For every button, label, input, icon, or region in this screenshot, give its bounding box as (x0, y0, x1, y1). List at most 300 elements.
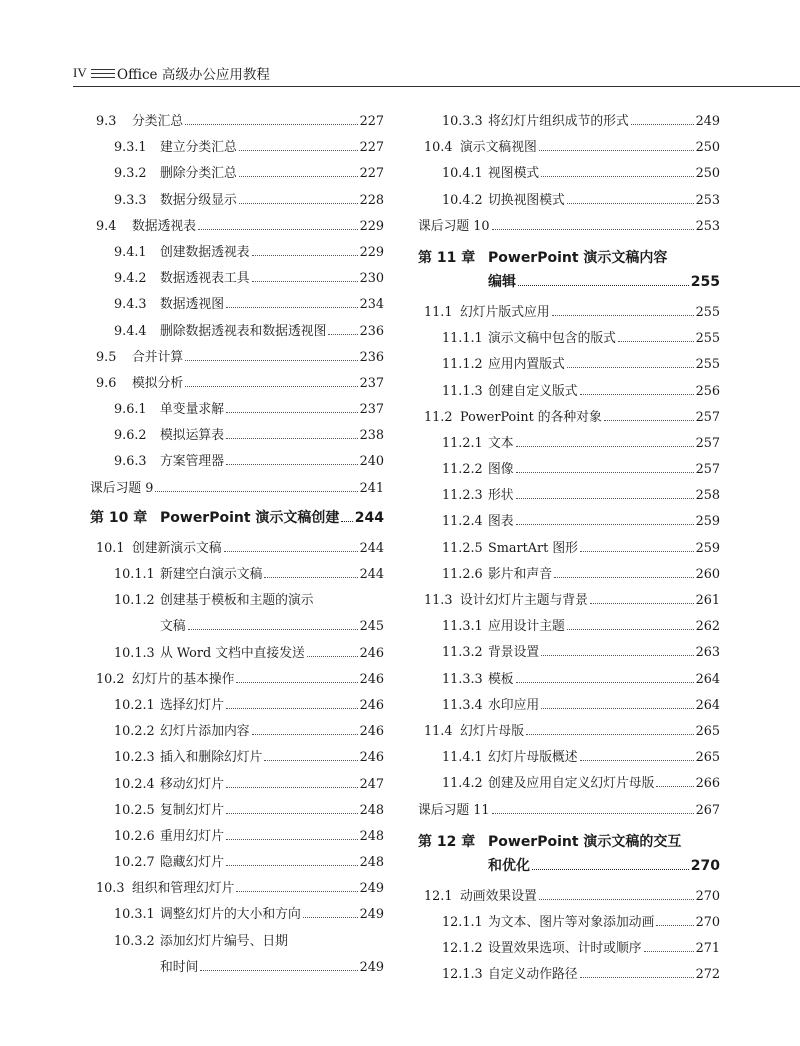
toc-exercise-entry (418, 215, 720, 241)
leader-dots (155, 491, 357, 492)
page-reference: 264 (695, 697, 720, 713)
toc-subsection-entry (90, 136, 384, 162)
header-rule (73, 86, 800, 87)
page-reference: 270 (690, 857, 720, 874)
section-number: 11.1.3 (442, 383, 483, 399)
toc-subsection-entry (418, 537, 720, 563)
leader-dots (516, 446, 694, 447)
section-number: 9.4.1 (114, 244, 147, 260)
toc-section-entry (90, 877, 384, 903)
entry-title: 模拟运算表 (160, 428, 224, 444)
section-number: 10.2.1 (114, 697, 155, 713)
page-reference: 248 (359, 828, 384, 844)
leader-dots (226, 708, 358, 709)
entry-title: 创建及应用自定义幻灯片母版 (488, 776, 655, 792)
leader-dots (224, 551, 358, 552)
page-reference: 230 (359, 271, 384, 287)
page-reference: 249 (359, 959, 384, 975)
section-number: 9.5 (96, 349, 117, 365)
leader-dots (541, 655, 693, 656)
entry-title: 形状 (488, 488, 514, 504)
toc-subsection-entry (90, 398, 384, 424)
section-number: 9.6.2 (114, 428, 147, 444)
section-number: 12.1.3 (442, 967, 483, 983)
leader-dots (264, 760, 357, 761)
entry-title: 新建空白演示文稿 (160, 567, 263, 582)
toc-section-entry (418, 885, 720, 911)
leader-dots (516, 524, 694, 525)
toc-subsection-entry (418, 189, 720, 215)
page-reference: 244 (354, 509, 384, 526)
toc-subsection-entry (418, 353, 720, 379)
section-number: 9.6 (96, 375, 117, 391)
toc-section-entry (90, 215, 384, 241)
section-number: 10.2.4 (114, 776, 155, 792)
entry-title: 方案管理器 (160, 454, 224, 470)
entry-title: 数据分级显示 (160, 192, 237, 208)
leader-dots (239, 203, 358, 204)
page-reference: 246 (359, 645, 384, 661)
entry-title: 演示文稿视图 (460, 140, 537, 156)
toc-section-entry (418, 301, 720, 327)
page-reference: 227 (359, 140, 384, 156)
toc-subsection-entry (418, 484, 720, 510)
leader-dots (604, 420, 694, 421)
section-number: 10.1 (96, 540, 125, 556)
section-number: 9.3.2 (114, 166, 147, 182)
toc-exercise-entry (418, 799, 720, 825)
page-reference: 249 (695, 114, 720, 129)
section-number: 10.3.2 (114, 933, 155, 949)
entry-title: 创建新演示文稿 (132, 540, 222, 556)
toc-subsection-entry (418, 615, 720, 641)
toc-section-entry (90, 110, 384, 136)
section-number: 11.4.1 (442, 750, 483, 766)
leader-dots (226, 787, 358, 788)
page-reference: 259 (695, 514, 720, 530)
leader-dots (264, 577, 357, 578)
page-reference: 260 (695, 566, 720, 582)
page-reference: 256 (695, 383, 720, 399)
section-number: 10.2.6 (114, 828, 155, 844)
leader-dots (567, 367, 694, 368)
leader-dots (656, 786, 693, 787)
page-reference: 272 (695, 967, 720, 983)
toc-chapter-entry (418, 271, 720, 301)
toc-subsection-entry (90, 773, 384, 799)
leader-dots (516, 498, 694, 499)
toc-subsection-entry (418, 694, 720, 720)
entry-title: 幻灯片添加内容 (160, 724, 250, 740)
section-number: 11.2.3 (442, 488, 483, 504)
toc-subsection-entry (418, 963, 720, 989)
section-number: 11.3.4 (442, 697, 483, 713)
leader-dots (567, 629, 694, 630)
entry-title: 将幻灯片组织成节的形式 (488, 114, 629, 129)
page-reference: 255 (690, 273, 720, 290)
section-number: 9.3.3 (114, 192, 147, 208)
entry-title: 设计幻灯片主题与背景 (460, 593, 588, 608)
page-reference: 241 (359, 480, 384, 496)
entry-title: 自定义动作路径 (488, 967, 578, 983)
leader-dots (580, 977, 694, 978)
section-number: 9.4 (96, 218, 117, 234)
toc-subsection-entry (418, 380, 720, 406)
toc-subsection-entry (418, 563, 720, 589)
section-number: 9.6.1 (114, 402, 147, 418)
page-reference: 228 (359, 192, 384, 208)
leader-dots (236, 682, 357, 683)
page-reference: 240 (359, 454, 384, 470)
entry-title: 模拟分析 (132, 375, 184, 391)
leader-dots (492, 229, 694, 230)
entry-title: 幻灯片母版概述 (488, 750, 578, 766)
page-reference: 250 (695, 140, 720, 156)
toc-subsection-entry (90, 720, 384, 746)
entry-title: 课后习题 9 (90, 480, 154, 496)
page-reference: 265 (695, 723, 720, 739)
section-number: 11.3.1 (442, 619, 483, 635)
page-reference: 270 (695, 914, 720, 930)
section-number: 11.1 (424, 304, 453, 320)
leader-dots (226, 813, 358, 814)
leader-dots (580, 551, 694, 552)
leader-dots (539, 150, 694, 151)
chapter-title: PowerPoint 演示文稿内容 (488, 249, 668, 266)
entry-title: 从 Word 文档中直接发送 (160, 645, 305, 661)
toc-subsection-entry (90, 694, 384, 720)
entry-title: PowerPoint 的各种对象 (460, 409, 602, 425)
toc-section-entry (90, 346, 384, 372)
page-reference: 245 (359, 619, 384, 635)
toc-subsection-entry (90, 642, 384, 668)
toc-subsection-entry (418, 432, 720, 458)
entry-title: 文稿 (160, 619, 186, 635)
book-title: Office 高级办公应用教程 (117, 67, 270, 83)
toc-subsection-entry (418, 772, 720, 798)
toc-section-entry (418, 589, 720, 615)
chapter-title: PowerPoint 演示文稿的交互 (488, 833, 682, 850)
page-reference: 267 (695, 802, 720, 818)
leader-dots (226, 307, 358, 308)
toc-chapter-entry (418, 855, 720, 885)
toc-chapter-entry (418, 831, 720, 855)
section-number: 10.3.3 (442, 114, 483, 129)
leader-dots (590, 603, 694, 604)
toc-subsection-entry (418, 668, 720, 694)
chapter-number: 第 12 章 (418, 833, 476, 850)
page-reference: 229 (359, 218, 384, 234)
section-number: 11.1.1 (442, 331, 483, 347)
leader-dots (518, 285, 689, 286)
toc-chapter-entry (418, 247, 720, 271)
page-reference: 237 (359, 375, 384, 391)
toc-subsection-entry (418, 458, 720, 484)
entry-title: 合并计算 (132, 349, 184, 365)
toc-subsection-entry (90, 851, 384, 877)
entry-title: 组织和管理幻灯片 (132, 881, 235, 897)
section-number: 9.4.4 (114, 323, 147, 339)
section-number: 11.3.2 (442, 645, 483, 661)
leader-dots (618, 341, 694, 342)
section-number: 10.2.2 (114, 724, 155, 740)
entry-title: 创建数据透视表 (160, 244, 250, 260)
section-number: 12.1.1 (442, 914, 483, 930)
section-number: 10.3 (96, 881, 125, 897)
toc-section-entry (90, 537, 384, 563)
page-reference: 255 (695, 304, 720, 320)
section-number: 11.1.2 (442, 357, 483, 373)
entry-title: 复制幻灯片 (160, 802, 224, 818)
page-number: IV (73, 65, 87, 80)
chapter-number: 第 11 章 (418, 249, 476, 266)
toc-subsection-entry (418, 327, 720, 353)
entry-title: 幻灯片的基本操作 (132, 671, 235, 687)
toc-subsection-entry (90, 293, 384, 319)
entry-title: 建立分类汇总 (160, 140, 237, 156)
entry-title: 添加幻灯片编号、日期 (160, 933, 288, 949)
section-number: 10.2 (96, 671, 125, 687)
leader-dots (226, 438, 358, 439)
toc-subsection-entry (90, 825, 384, 851)
entry-title: 水印应用 (488, 697, 540, 713)
leader-dots (226, 865, 358, 866)
leader-dots (236, 891, 357, 892)
toc-subsection-entry (418, 911, 720, 937)
section-number: 11.4 (424, 723, 453, 739)
page-reference: 261 (695, 593, 720, 608)
leader-dots (226, 839, 358, 840)
page-reference: 249 (359, 881, 384, 897)
page-reference: 262 (695, 619, 720, 635)
page-reference: 271 (695, 941, 720, 957)
page-reference: 229 (359, 244, 384, 260)
entry-title: 动画效果设置 (460, 888, 537, 904)
entry-title: 数据透视表工具 (160, 271, 250, 287)
section-number: 11.2.5 (442, 540, 483, 556)
page-reference: 227 (359, 166, 384, 182)
toc-subsection-entry (90, 241, 384, 267)
toc-subsection-entry (90, 563, 384, 589)
toc-column-right (418, 110, 720, 989)
page-reference: 253 (695, 218, 720, 234)
leader-dots (226, 464, 358, 465)
page-reference: 244 (359, 567, 384, 582)
entry-title: 单变量求解 (160, 402, 224, 418)
toc-subsection-entry (90, 267, 384, 293)
leader-dots (516, 682, 694, 683)
toc-subsection-entry (90, 320, 384, 346)
entry-title: 幻灯片版式应用 (460, 304, 550, 320)
page-reference: 234 (359, 297, 384, 313)
toc-section-entry (90, 668, 384, 694)
entry-title: 选择幻灯片 (160, 697, 224, 713)
section-number: 9.4.3 (114, 297, 147, 313)
leader-dots (492, 813, 694, 814)
toc-subsection-entry (90, 424, 384, 450)
page-reference: 227 (359, 114, 384, 129)
section-number: 10.2.7 (114, 855, 155, 871)
toc-section-entry (418, 136, 720, 162)
entry-title: 视图模式 (488, 166, 540, 182)
leader-dots (239, 176, 358, 177)
page-reference: 249 (359, 907, 384, 923)
toc-subsection-entry (90, 930, 384, 956)
entry-title: 数据透视表 (132, 218, 196, 234)
toc-subsection-entry (90, 162, 384, 188)
toc-subsection-entry (418, 110, 720, 136)
entry-title: 为文本、图片等对象添加动画 (488, 914, 655, 930)
leader-dots (188, 629, 358, 630)
leader-dots (516, 472, 694, 473)
page-reference: 257 (695, 462, 720, 478)
leader-dots (307, 656, 358, 657)
toc-subsection-entry (90, 589, 384, 615)
page-reference: 255 (695, 357, 720, 373)
page-reference: 246 (359, 671, 384, 687)
section-number: 10.2.3 (114, 750, 155, 766)
entry-title: 创建自定义版式 (488, 383, 578, 399)
entry-title: 插入和删除幻灯片 (160, 750, 263, 766)
leader-dots (567, 203, 694, 204)
leader-dots (532, 869, 689, 870)
toc-subsection-entry (90, 903, 384, 929)
page-reference: 255 (695, 331, 720, 347)
entry-title: 调整幻灯片的大小和方向 (160, 907, 301, 923)
leader-dots (185, 360, 357, 361)
entry-title: 创建基于模板和主题的演示 (160, 593, 314, 609)
section-number: 10.1.3 (114, 645, 155, 661)
entry-title: 文本 (488, 435, 514, 451)
section-number: 12.1 (424, 888, 453, 904)
toc-subsection-entry (418, 641, 720, 667)
page-reference: 246 (359, 724, 384, 740)
leader-dots (198, 229, 358, 230)
page-reference: 236 (359, 349, 384, 365)
toc-entry-continuation (90, 956, 384, 982)
page-reference: 265 (695, 750, 720, 766)
toc-subsection-entry (418, 510, 720, 536)
header-ornament (91, 69, 115, 81)
entry-title: 幻灯片母版 (460, 723, 524, 739)
leader-dots (200, 970, 357, 971)
entry-title: 删除分类汇总 (160, 166, 237, 182)
toc-section-entry (418, 406, 720, 432)
page-reference: 236 (359, 323, 384, 339)
toc-exercise-entry (90, 477, 384, 503)
entry-title: 图表 (488, 514, 514, 530)
toc-section-entry (418, 720, 720, 746)
section-number: 11.3.3 (442, 671, 483, 687)
entry-title: 数据透视图 (160, 297, 224, 313)
page-reference: 270 (695, 888, 720, 904)
entry-title: 应用设计主题 (488, 619, 565, 635)
entry-title: 背景设置 (488, 645, 540, 661)
leader-dots (526, 734, 694, 735)
page-reference: 257 (695, 435, 720, 451)
page-reference: 253 (695, 192, 720, 208)
entry-title: 课后习题 10 (418, 218, 490, 234)
entry-title: 切换视图模式 (488, 192, 565, 208)
section-number: 11.2.2 (442, 462, 483, 478)
leader-dots (554, 577, 694, 578)
entry-title: 分类汇总 (132, 114, 184, 129)
section-number: 9.4.2 (114, 271, 147, 287)
toc-chapter-entry (90, 507, 384, 537)
toc-subsection-entry (90, 189, 384, 215)
chapter-title: 编辑 (488, 273, 516, 290)
section-number: 10.4 (424, 140, 453, 156)
leader-dots (631, 124, 694, 125)
chapter-title: 和优化 (488, 857, 530, 874)
entry-title: 图像 (488, 462, 514, 478)
section-number: 9.3 (96, 114, 117, 129)
toc-subsection-entry (418, 162, 720, 188)
leader-dots (341, 521, 352, 522)
section-number: 11.2.4 (442, 514, 483, 530)
leader-dots (252, 255, 358, 256)
leader-dots (541, 176, 693, 177)
entry-title: 重用幻灯片 (160, 828, 224, 844)
entry-title: 设置效果选项、计时或顺序 (488, 941, 642, 957)
section-number: 11.2.6 (442, 566, 483, 582)
leader-dots (328, 334, 357, 335)
page-reference: 250 (695, 166, 720, 182)
page-reference: 238 (359, 428, 384, 444)
entry-title: 课后习题 11 (418, 802, 490, 818)
page-reference: 258 (695, 488, 720, 504)
entry-title: 应用内置版式 (488, 357, 565, 373)
leader-dots (644, 951, 694, 952)
leader-dots (226, 412, 358, 413)
leader-dots (580, 394, 694, 395)
section-number: 11.2 (424, 409, 453, 425)
leader-dots (656, 925, 693, 926)
toc-subsection-entry (90, 746, 384, 772)
page-reference: 264 (695, 671, 720, 687)
section-number: 10.4.2 (442, 192, 483, 208)
section-number: 10.1.1 (114, 567, 155, 582)
leader-dots (252, 281, 358, 282)
toc-subsection-entry (90, 450, 384, 476)
running-header (73, 62, 273, 86)
leader-dots (185, 386, 357, 387)
leader-dots (552, 315, 694, 316)
page-reference: 248 (359, 855, 384, 871)
page-reference: 266 (695, 776, 720, 792)
toc-subsection-entry (418, 746, 720, 772)
toc-subsection-entry (418, 937, 720, 963)
leader-dots (185, 124, 357, 125)
toc-entry-continuation (90, 615, 384, 641)
leader-dots (252, 734, 358, 735)
toc-subsection-entry (90, 799, 384, 825)
page-reference: 246 (359, 697, 384, 713)
section-number: 9.3.1 (114, 140, 147, 156)
chapter-number: 第 10 章 (90, 509, 148, 526)
section-number: 11.4.2 (442, 776, 483, 792)
section-number: 10.2.5 (114, 802, 155, 818)
entry-title: 隐藏幻灯片 (160, 855, 224, 871)
toc-column-left (90, 110, 384, 982)
section-number: 10.3.1 (114, 907, 155, 923)
leader-dots (539, 899, 694, 900)
section-number: 11.2.1 (442, 435, 483, 451)
entry-title: 演示文稿中包含的版式 (488, 331, 616, 347)
page-reference: 247 (359, 776, 384, 792)
section-number: 10.1.2 (114, 593, 155, 609)
section-number: 12.1.2 (442, 941, 483, 957)
